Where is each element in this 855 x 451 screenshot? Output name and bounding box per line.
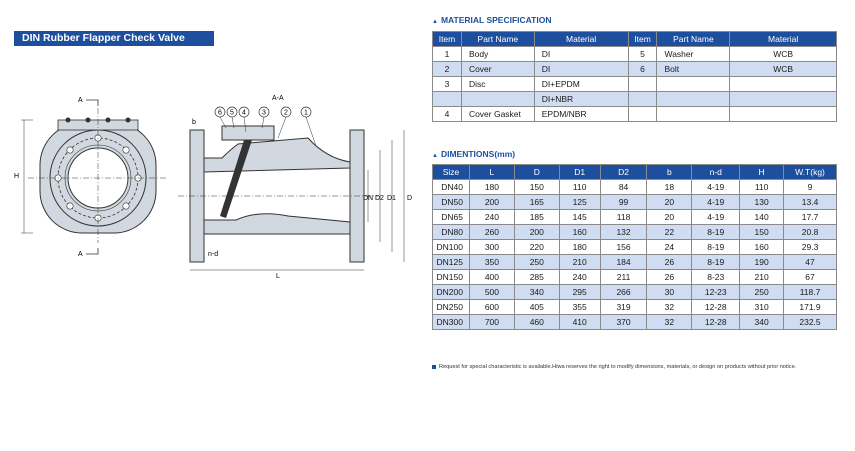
table-cell: 12-28 bbox=[692, 300, 740, 315]
note-bullet-icon bbox=[432, 365, 436, 369]
table-cell: 190 bbox=[740, 255, 784, 270]
table-cell: 460 bbox=[514, 315, 559, 330]
valve-drawing bbox=[8, 80, 418, 280]
col-d: D bbox=[514, 165, 559, 180]
table-cell: 12-23 bbox=[692, 285, 740, 300]
table-cell: 319 bbox=[600, 300, 647, 315]
label-d2: D2 bbox=[375, 195, 384, 202]
table-cell: 140 bbox=[740, 210, 784, 225]
product-title: DIN Rubber Flapper Check Valve bbox=[22, 32, 185, 44]
table-cell: 700 bbox=[469, 315, 514, 330]
col-item-2: Item bbox=[628, 32, 657, 47]
table-cell: 180 bbox=[469, 180, 514, 195]
table-cell: 171.9 bbox=[784, 300, 837, 315]
table-cell: 260 bbox=[469, 225, 514, 240]
table-cell: 118 bbox=[600, 210, 647, 225]
table-row: 1 Body DI 5 Washer WCB bbox=[433, 47, 837, 62]
table-cell: 26 bbox=[647, 270, 692, 285]
table-cell: 20 bbox=[647, 210, 692, 225]
size-cell: DN300 bbox=[433, 315, 470, 330]
table-cell: 20 bbox=[647, 195, 692, 210]
table-cell: 285 bbox=[514, 270, 559, 285]
table-cell: 500 bbox=[469, 285, 514, 300]
callout-1: 1 bbox=[304, 109, 308, 117]
table-cell: 24 bbox=[647, 240, 692, 255]
table-cell: 22 bbox=[647, 225, 692, 240]
table-cell: 118.7 bbox=[784, 285, 837, 300]
dimensions-heading: ▲ DIMENTIONS(mm) bbox=[432, 149, 516, 159]
table-cell: 8-19 bbox=[692, 240, 740, 255]
table-row bbox=[433, 270, 837, 285]
table-row bbox=[433, 255, 837, 270]
table-row bbox=[433, 300, 837, 315]
table-cell: 47 bbox=[784, 255, 837, 270]
material-spec-heading: ▲ MATERIAL SPECIFICATION bbox=[432, 15, 552, 25]
table-row bbox=[433, 180, 837, 195]
table-cell: 18 bbox=[647, 180, 692, 195]
label-dn: DN bbox=[363, 195, 374, 202]
col-material: Material bbox=[534, 32, 628, 47]
size-cell: DN250 bbox=[433, 300, 470, 315]
table-cell: 8-19 bbox=[692, 255, 740, 270]
table-cell: 200 bbox=[469, 195, 514, 210]
table-cell: 370 bbox=[600, 315, 647, 330]
table-row bbox=[433, 315, 837, 330]
footnote: Request for special characteristic is available.Hiwa reserves the right to modify dimensions, materials, or design on products without prior notice. bbox=[432, 364, 796, 370]
col-size: Size bbox=[433, 165, 470, 180]
table-cell: 29.3 bbox=[784, 240, 837, 255]
table-row bbox=[433, 210, 837, 225]
section-view bbox=[178, 95, 412, 280]
table-cell: 355 bbox=[559, 300, 600, 315]
label-section-top: A bbox=[78, 97, 83, 104]
col-d2: D2 bbox=[600, 165, 647, 180]
table-cell: 17.7 bbox=[784, 210, 837, 225]
col-part-name: Part Name bbox=[461, 32, 534, 47]
label-section-bottom: A bbox=[78, 251, 83, 258]
table-cell: 165 bbox=[514, 195, 559, 210]
table-cell: 310 bbox=[740, 300, 784, 315]
table-cell: 250 bbox=[514, 255, 559, 270]
label-d1: D1 bbox=[387, 195, 396, 202]
table-cell: 4-19 bbox=[692, 210, 740, 225]
table-row: 3 Disc DI+EPDM bbox=[433, 77, 837, 92]
size-cell: DN200 bbox=[433, 285, 470, 300]
table-cell: 110 bbox=[740, 180, 784, 195]
table-cell: 184 bbox=[600, 255, 647, 270]
table-cell: 156 bbox=[600, 240, 647, 255]
product-title-bar bbox=[14, 31, 214, 46]
table-cell: 130 bbox=[740, 195, 784, 210]
table-cell: 145 bbox=[559, 210, 600, 225]
table-cell: 600 bbox=[469, 300, 514, 315]
table-cell: 410 bbox=[559, 315, 600, 330]
col-part-name-2: Part Name bbox=[657, 32, 730, 47]
table-cell: 405 bbox=[514, 300, 559, 315]
table-row: 2 Cover DI 6 Bolt WCB bbox=[433, 62, 837, 77]
table-cell: 99 bbox=[600, 195, 647, 210]
table-cell: 150 bbox=[514, 180, 559, 195]
table-row bbox=[433, 285, 837, 300]
table-cell: 150 bbox=[740, 225, 784, 240]
table-cell: 211 bbox=[600, 270, 647, 285]
table-cell: 4-19 bbox=[692, 195, 740, 210]
table-cell: 180 bbox=[559, 240, 600, 255]
callout-4: 4 bbox=[242, 109, 246, 117]
front-view bbox=[14, 97, 168, 258]
size-cell: DN150 bbox=[433, 270, 470, 285]
table-row bbox=[433, 195, 837, 210]
size-cell: DN65 bbox=[433, 210, 470, 225]
table-cell: 250 bbox=[740, 285, 784, 300]
table-cell: 13.4 bbox=[784, 195, 837, 210]
table-cell: 240 bbox=[559, 270, 600, 285]
table-cell: 266 bbox=[600, 285, 647, 300]
col-b: b bbox=[647, 165, 692, 180]
size-cell: DN50 bbox=[433, 195, 470, 210]
callout-5: 5 bbox=[230, 109, 234, 117]
table-row: 4 Cover Gasket EPDM/NBR bbox=[433, 107, 837, 122]
table-cell: 350 bbox=[469, 255, 514, 270]
table-cell: 32 bbox=[647, 300, 692, 315]
callout-2: 2 bbox=[284, 109, 288, 117]
table-cell: 160 bbox=[559, 225, 600, 240]
table-row bbox=[433, 240, 837, 255]
table-cell: 32 bbox=[647, 315, 692, 330]
table-cell: 232.5 bbox=[784, 315, 837, 330]
table-cell: 26 bbox=[647, 255, 692, 270]
size-cell: DN125 bbox=[433, 255, 470, 270]
table-cell: 8-19 bbox=[692, 225, 740, 240]
table-cell: 210 bbox=[740, 270, 784, 285]
label-n-d: n-d bbox=[208, 251, 219, 258]
table-cell: 12-28 bbox=[692, 315, 740, 330]
col-h: H bbox=[740, 165, 784, 180]
table-cell: 340 bbox=[514, 285, 559, 300]
table-cell: 220 bbox=[514, 240, 559, 255]
table-cell: 110 bbox=[559, 180, 600, 195]
col-weight: W.T(kg) bbox=[784, 165, 837, 180]
table-cell: 30 bbox=[647, 285, 692, 300]
table-cell: 240 bbox=[469, 210, 514, 225]
table-cell: 160 bbox=[740, 240, 784, 255]
table-cell: 340 bbox=[740, 315, 784, 330]
table-cell: 9 bbox=[784, 180, 837, 195]
label-b: b bbox=[192, 119, 196, 126]
table-cell: 125 bbox=[559, 195, 600, 210]
table-cell: 8-23 bbox=[692, 270, 740, 285]
dimensions-table bbox=[432, 164, 837, 330]
label-d: D bbox=[407, 195, 413, 202]
label-l: L bbox=[276, 273, 280, 280]
callout-6: 6 bbox=[218, 109, 222, 117]
col-item: Item bbox=[433, 32, 462, 47]
table-cell: 185 bbox=[514, 210, 559, 225]
table-cell: 4-19 bbox=[692, 180, 740, 195]
table-cell: 210 bbox=[559, 255, 600, 270]
label-section: A-A bbox=[272, 95, 284, 102]
size-cell: DN40 bbox=[433, 180, 470, 195]
table-row: DI+NBR bbox=[433, 92, 837, 107]
table-cell: 295 bbox=[559, 285, 600, 300]
material-spec-table bbox=[432, 31, 837, 122]
table-header-row bbox=[433, 165, 837, 180]
table-cell: 200 bbox=[514, 225, 559, 240]
table-header-row bbox=[433, 32, 837, 47]
label-h: H bbox=[14, 173, 20, 180]
col-d1: D1 bbox=[559, 165, 600, 180]
size-cell: DN80 bbox=[433, 225, 470, 240]
col-l: L bbox=[469, 165, 514, 180]
table-cell: 84 bbox=[600, 180, 647, 195]
table-row bbox=[433, 225, 837, 240]
callout-3: 3 bbox=[262, 109, 266, 117]
table-cell: 300 bbox=[469, 240, 514, 255]
table-cell: 20.8 bbox=[784, 225, 837, 240]
col-n-d: n-d bbox=[692, 165, 740, 180]
table-cell: 67 bbox=[784, 270, 837, 285]
table-cell: 400 bbox=[469, 270, 514, 285]
table-cell: 132 bbox=[600, 225, 647, 240]
size-cell: DN100 bbox=[433, 240, 470, 255]
col-material-2: Material bbox=[730, 32, 837, 47]
